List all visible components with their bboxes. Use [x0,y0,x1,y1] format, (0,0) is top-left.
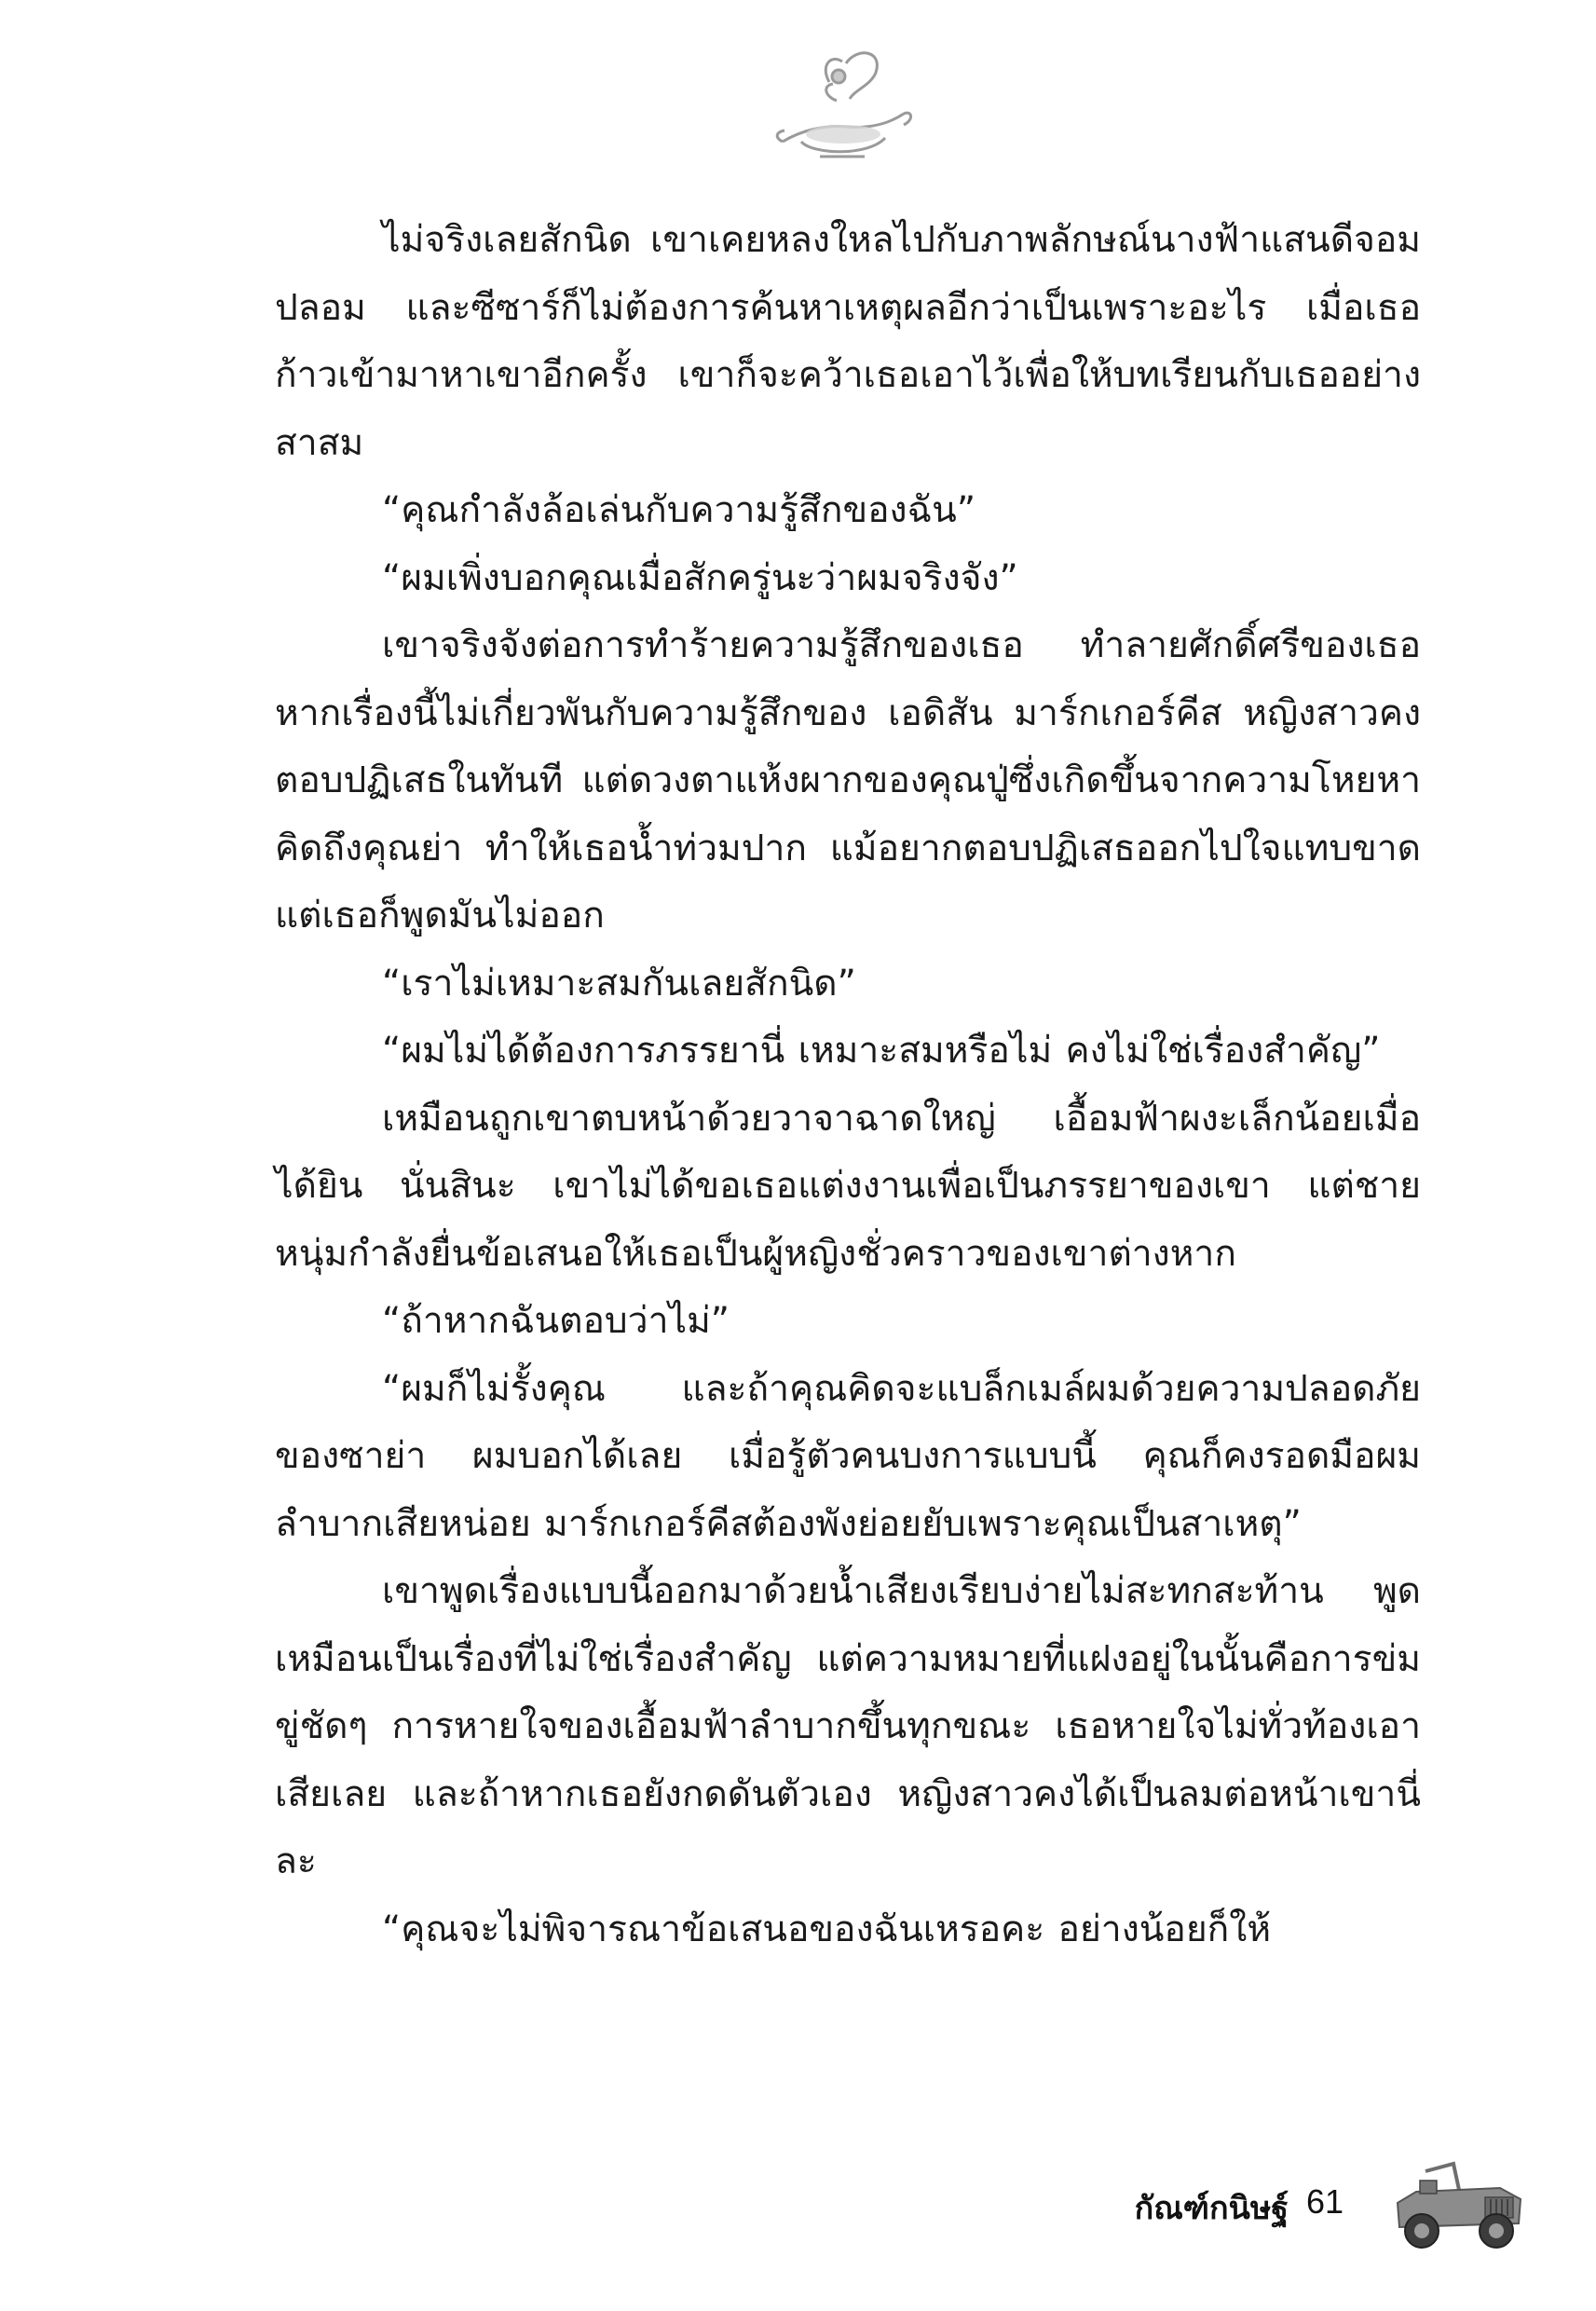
paragraph: เขาพูดเรื่องแบบนี้ออกมาด้วยน้ำเสียงเรียบง่ายไม่สะทกสะท้าน พูดเหมือนเป็นเรื่องที่ไม่ใช่เรื่องสำคัญ แต่ความหมายที่แฝงอยู่ในนั้นคือการข่มขู่ชัดๆ การหายใจของเอื้อมฟ้าลำบากขึ้นทุกขณะ เธอหายใจไม่ทั่วท้องเอาเสียเลย และถ้าหากเธอยังกดดันตัวเอง หญิงสาวคงได้เป็นลมต่อหน้าเขานี่ละ [275,1570,1421,1882]
paragraph: ไม่จริงเลยสักนิด เขาเคยหลงใหลไปกับภาพลักษณ์นางฟ้าแสนดีจอมปลอม และซีซาร์ก็ไม่ต้องการค้นหาเหตุผลอีกว่าเป็นเพราะอะไร เมื่อเธอก้าวเข้ามาหาเขาอีกครั้ง เขาก็จะคว้าเธอเอาไว้เพื่อให้บทเรียนกับเธออย่างสาสม [275,219,1421,464]
paragraph: “เราไม่เหมาะสมกันเลยสักนิด” [382,962,856,1005]
paragraph: เหมือนถูกเขาตบหน้าด้วยวาจาฉาดใหญ่ เอื้อมฟ้าผงะเล็กน้อยเมื่อได้ยิน นั่นสินะ เขาไม่ได้ขอเธอแต่งงานเพื่อเป็นภรรยาของเขา แต่ชายหนุ่มกำลังยื่นข้อเสนอให้เธอเป็นผู้หญิงชั่วคราวของเขาต่างหาก [275,1097,1421,1275]
paragraph: “ผมไม่ได้ต้องการภรรยานี่ เหมาะสมหรือไม่ คงไม่ใช่เรื่องสำคัญ” [382,1030,1381,1072]
paragraph: “ถ้าหากฉันตอบว่าไม่” [382,1300,730,1342]
page-footer [0,2134,1596,2274]
paragraph: “ผมเพิ่งบอกคุณเมื่อสักครู่นะว่าผมจริงจัง” [382,556,1018,599]
paragraph: “คุณกำลังล้อเล่นกับความรู้สึกของฉัน” [382,489,976,531]
paragraph: “คุณจะไม่พิจารณาข้อเสนอของฉันเหรอคะ อย่างน้อยก็ให้ [382,1908,1272,1950]
book-title: กัณฑ์กนิษฐ์ [1134,2190,1289,2227]
paragraph: “ผมก็ไม่รั้งคุณ และถ้าคุณคิดจะแบล็กเมล์ผมด้วยความปลอดภัยของซาย่า ผมบอกได้เลย เมื่อรู้ตัวคนบงการแบบนี้ คุณก็คงรอดมือผมลำบากเสียหน่อย มาร์กเกอร์คีสต้องพังย่อยยับเพราะคุณเป็นสาเหตุ” [275,1367,1421,1545]
body-text [275,207,1421,1963]
jeep-icon [1388,2143,1528,2255]
paragraph: เขาจริงจังต่อการทำร้ายความรู้สึกของเธอ ทำลายศักดิ์ศรีของเธอ หากเรื่องนี้ไม่เกี่ยวพันกับความรู้สึกของ เอดิสัน มาร์กเกอร์คีส หญิงสาวคงตอบปฏิเสธในทันที แต่ดวงตาแห้งผากของคุณปู่ซึ่งเกิดขึ้นจากความโหยหา คิดถึงคุณย่า ทำให้เธอน้ำท่วมปาก แม้อยากตอบปฏิเสธออกไปใจแทบขาด แต่เธอก็พูดมันไม่ออก [275,624,1421,937]
page-number: 61 [1306,2182,1344,2221]
header-ornament-lamp-icon [764,45,922,166]
